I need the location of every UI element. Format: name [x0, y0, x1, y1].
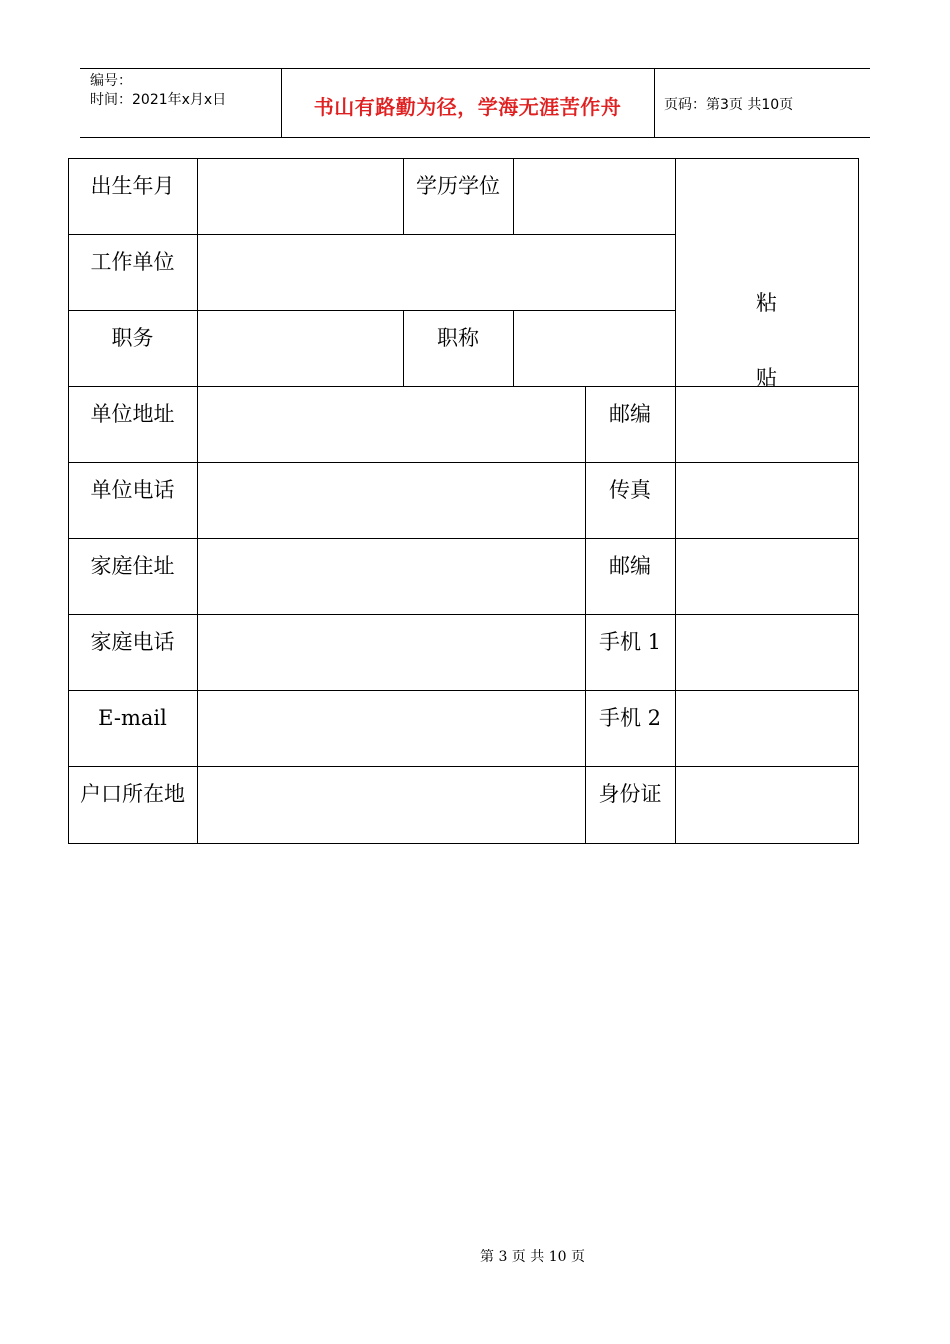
header-motto-cell — [281, 69, 655, 137]
home-address-field[interactable] — [197, 538, 586, 615]
photo-char-2: 贴 — [756, 365, 777, 390]
birth-field[interactable] — [197, 158, 404, 235]
home-address-label: 家庭住址 — [68, 538, 198, 615]
fax-label: 传真 — [585, 462, 676, 539]
work-phone-label: 单位电话 — [68, 462, 198, 539]
id-field[interactable] — [675, 766, 859, 844]
email-label: E-mail — [68, 690, 198, 767]
birth-label: 出生年月 — [68, 158, 198, 235]
registration-form-table — [68, 158, 859, 844]
work-postcode-label: 邮编 — [585, 386, 676, 463]
photo-paste-area[interactable] — [675, 158, 859, 390]
hukou-field[interactable] — [197, 766, 586, 844]
id-label: 身份证 — [585, 766, 676, 844]
mobile2-field[interactable] — [675, 690, 859, 767]
work-address-field[interactable] — [197, 386, 586, 463]
position-field[interactable] — [197, 310, 404, 387]
page-footer: 第 3 页 共 10 页 — [480, 1249, 585, 1265]
home-phone-label: 家庭电话 — [68, 614, 198, 691]
home-postcode-field[interactable] — [675, 538, 859, 615]
header-page-cell — [655, 69, 870, 137]
position-label: 职务 — [68, 310, 198, 387]
education-label: 学历学位 — [403, 158, 514, 235]
page-info: 页码：第3页 共10页 — [664, 97, 794, 113]
hukou-label: 户口所在地 — [68, 766, 198, 844]
title-label: 职称 — [403, 310, 514, 387]
work-phone-field[interactable] — [197, 462, 586, 539]
page-header — [80, 68, 870, 138]
mobile1-label: 手机 1 — [585, 614, 676, 691]
employer-field[interactable] — [197, 234, 676, 311]
employer-label: 工作单位 — [68, 234, 198, 311]
home-phone-field[interactable] — [197, 614, 586, 691]
title-field[interactable] — [513, 310, 676, 387]
fax-field[interactable] — [675, 462, 859, 539]
mobile1-field[interactable] — [675, 614, 859, 691]
home-postcode-label: 邮编 — [585, 538, 676, 615]
email-field[interactable] — [197, 690, 586, 767]
work-address-label: 单位地址 — [68, 386, 198, 463]
serial-label: 编号： — [90, 73, 132, 89]
motto: 书山有路勤为径，学海无涯苦作舟 — [313, 95, 622, 119]
education-field[interactable] — [513, 158, 676, 235]
date-line: 时间：2021年x月x日 — [90, 92, 227, 108]
mobile2-label: 手机 2 — [585, 690, 676, 767]
photo-char-1: 粘 — [756, 290, 777, 315]
header-meta — [80, 69, 282, 137]
work-postcode-field[interactable] — [675, 386, 859, 463]
